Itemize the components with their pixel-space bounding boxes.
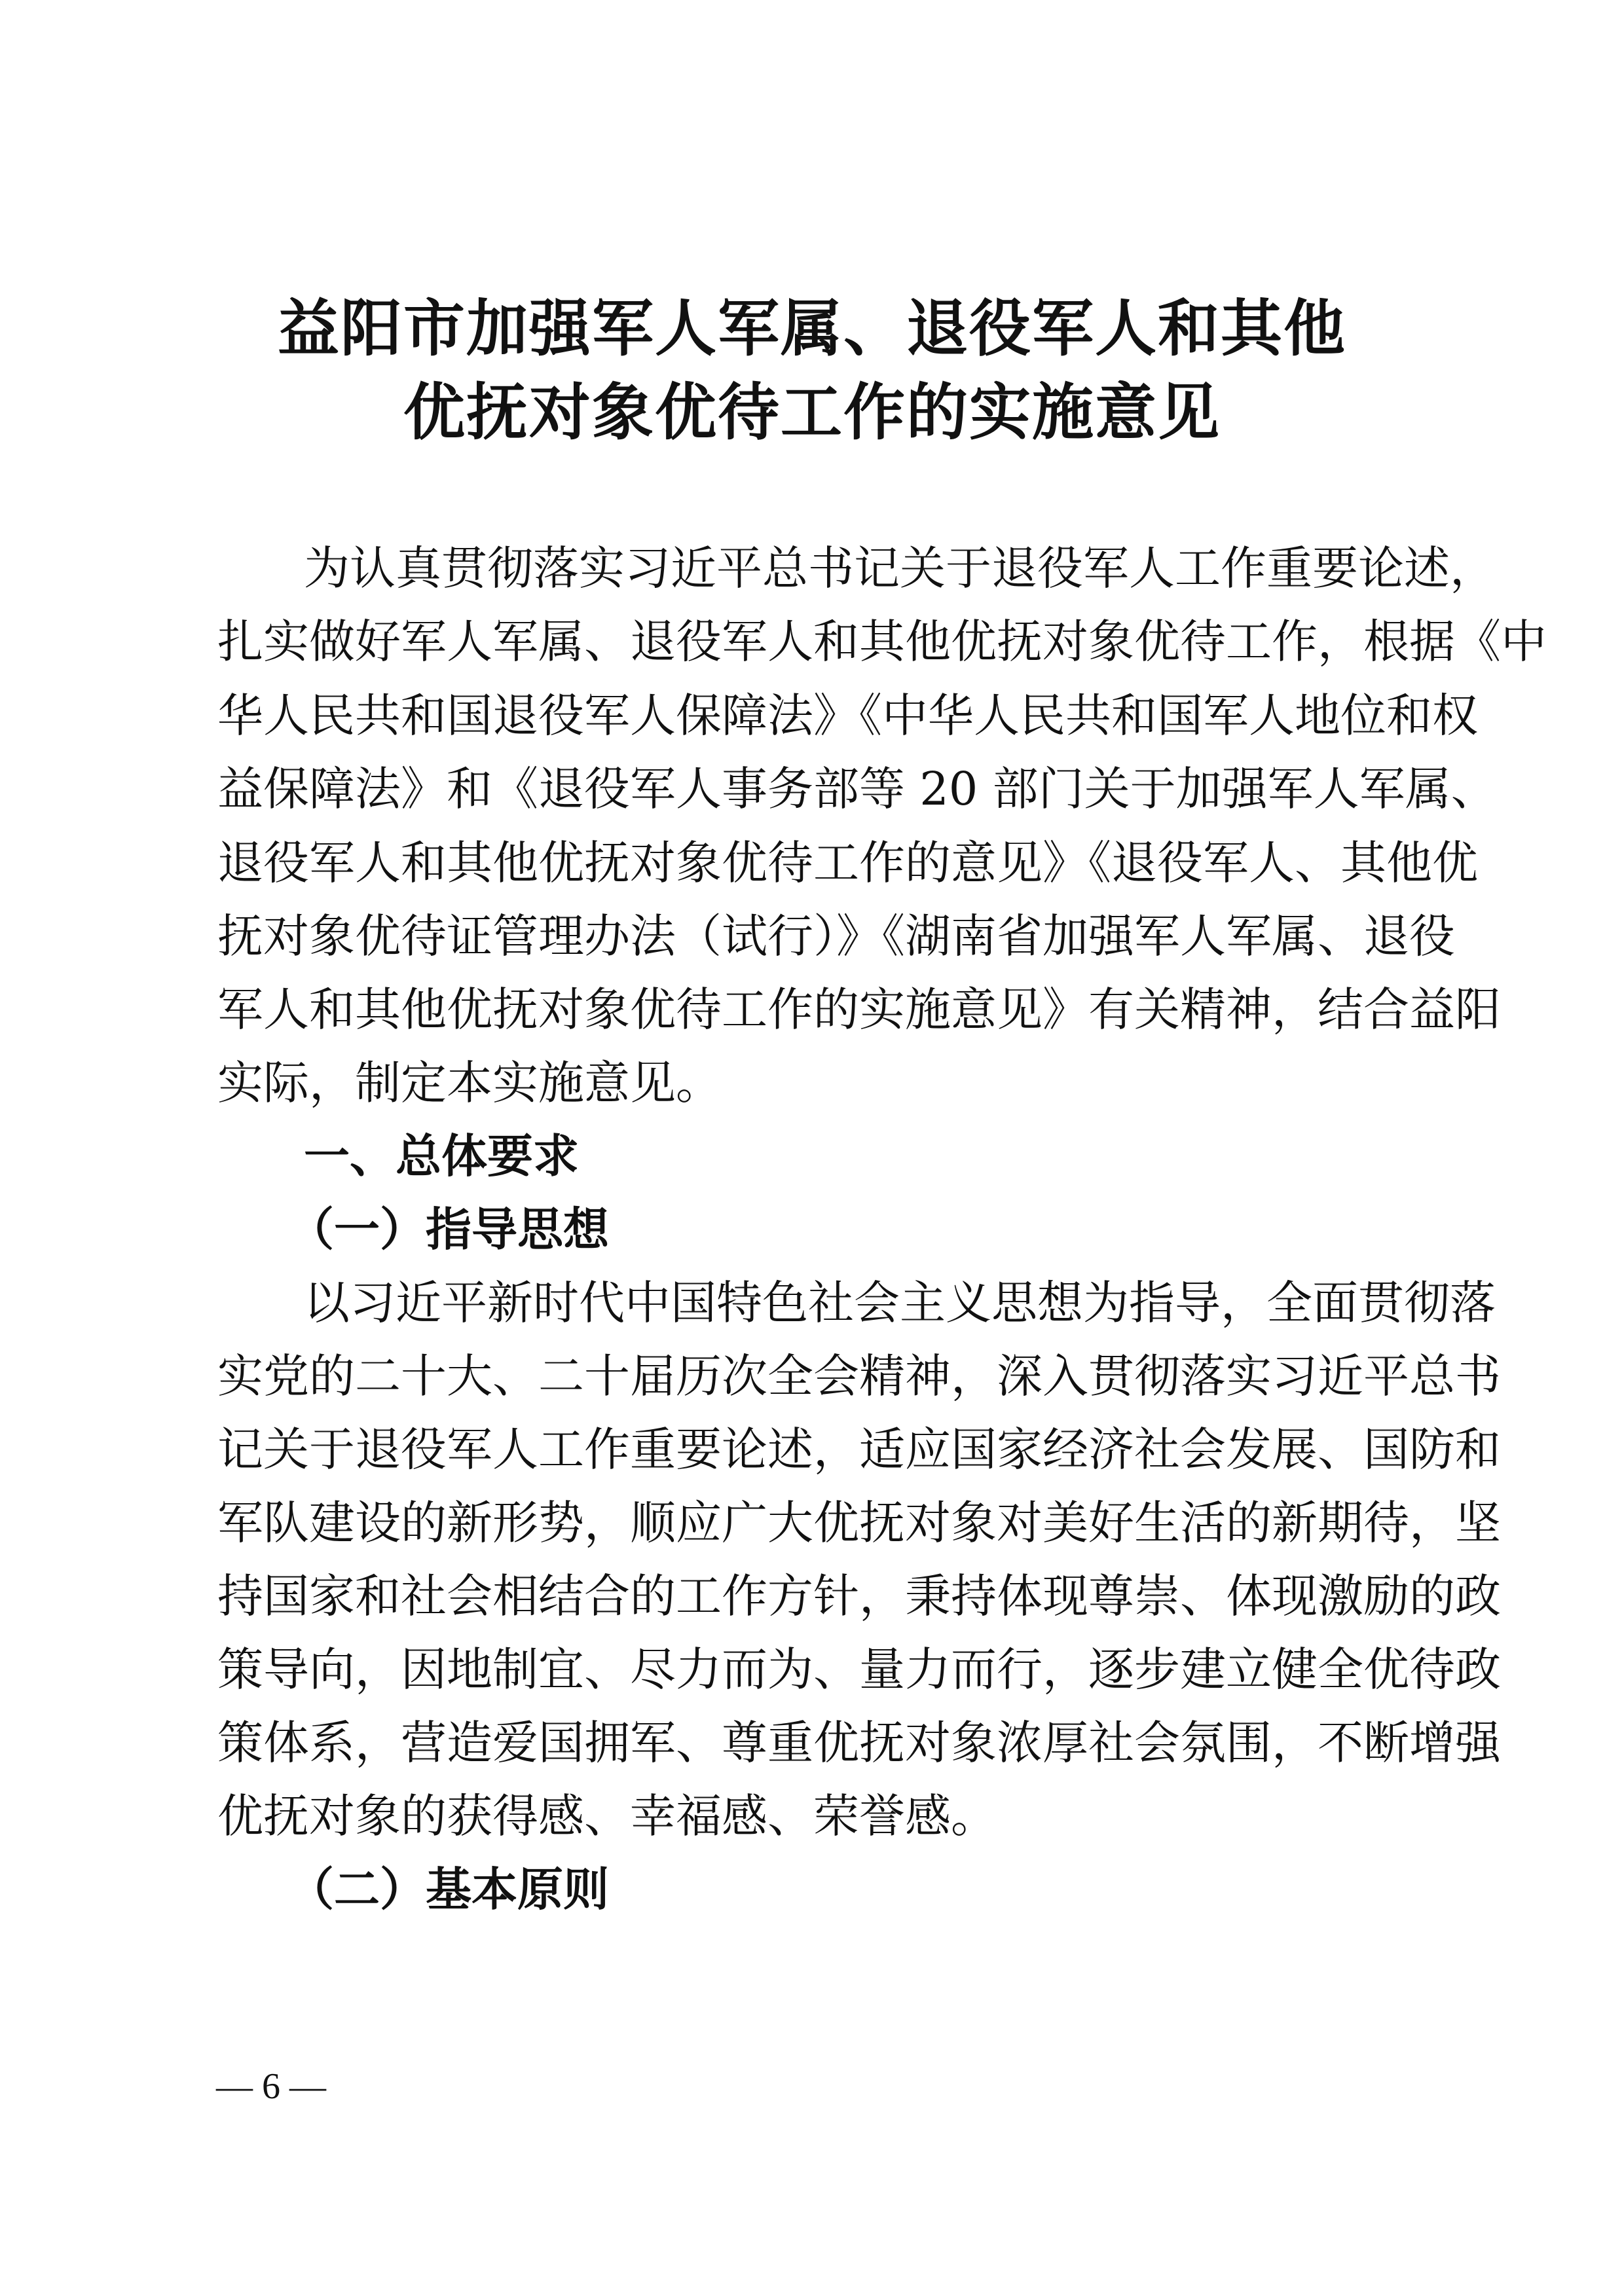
- intro-line-2: 扎实做好军人军属、退役军人和其他优抚对象优待工作，根据《中: [217, 615, 1547, 668]
- document-title-line-1: 益阳市加强军人军属、退役军人和其他: [277, 293, 1346, 365]
- guiding-line-1: 以习近平新时代中国特色社会主义思想为指导，全面贯彻落: [304, 1276, 1496, 1330]
- guiding-line-6: 策导向，因地制宜、尽力而为、量力而行，逐步建立健全优待政: [217, 1643, 1501, 1696]
- intro-line-6: 抚对象优待证管理办法（试行）》《湖南省加强军人军属、退役: [217, 909, 1455, 963]
- subsection-heading-basic-principles: （二）基本原则: [288, 1862, 609, 1916]
- document-title-line-2: 优抚对象优待工作的实施意见: [403, 376, 1221, 448]
- guiding-line-5: 持国家和社会相结合的工作方针，秉持体现尊崇、体现激励的政: [217, 1569, 1501, 1623]
- intro-line-4: 益保障法》和《退役军人事务部等 20 部门关于加强军人军属、: [217, 762, 1497, 816]
- guiding-line-2: 实党的二十大、二十届历次全会精神，深入贯彻落实习近平总书: [217, 1349, 1501, 1403]
- guiding-line-8: 优抚对象的获得感、幸福感、荣誉感。: [217, 1789, 997, 1843]
- intro-line-1: 为认真贯彻落实习近平总书记关于退役军人工作重要论述，: [304, 541, 1496, 595]
- intro-line-7: 军人和其他优抚对象优待工作的实施意见》有关精神，结合益阳: [217, 983, 1501, 1036]
- guiding-line-4: 军队建设的新形势，顺应广大优抚对象对美好生活的新期待，坚: [217, 1496, 1501, 1550]
- guiding-line-3: 记关于退役军人工作重要论述，适应国家经济社会发展、国防和: [217, 1423, 1501, 1476]
- section-heading-general-requirements: 一、总体要求: [304, 1129, 579, 1183]
- intro-line-8: 实际，制定本实施意见。: [217, 1056, 722, 1110]
- page-number: — 6 —: [216, 2066, 326, 2107]
- intro-line-3: 华人民共和国退役军人保障法》《中华人民共和国军人地位和权: [217, 689, 1478, 742]
- intro-line-5: 退役军人和其他优抚对象优待工作的意见》《退役军人、其他优: [217, 836, 1478, 890]
- guiding-line-7: 策体系，营造爱国拥军、尊重优抚对象浓厚社会氛围，不断增强: [217, 1716, 1501, 1770]
- subsection-heading-guiding-thought: （一）指导思想: [288, 1202, 609, 1256]
